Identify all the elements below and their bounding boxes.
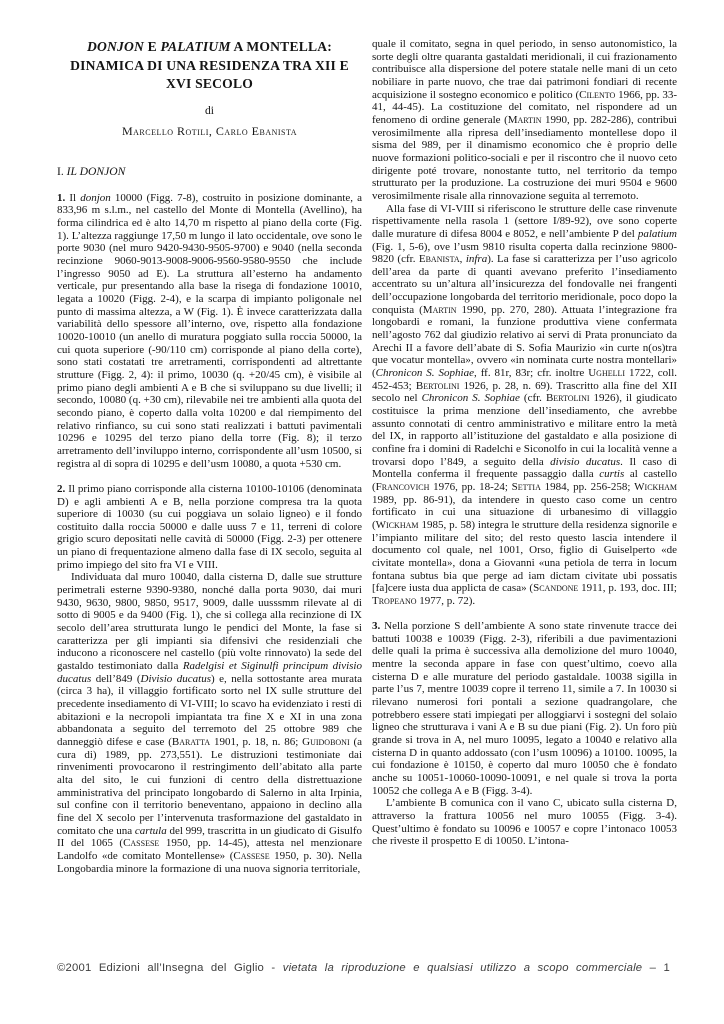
paragraph: 2. Il primo piano corrisponde alla cisterna 10100-10106 (denominata D) e agli ambienti A e B, nella porzione compresa tra la quota superiore di 10030 (su cui poggiava un solaio ligneo) e il fondo costituito dalla roccia 50000 e dalle uuss 7 e 11, terreni di colore grigio scuro depositati nelle cavità di 50000 (Figg. 2-3) per ottenere un piano di frequentazione almeno dalla fase di IX secolo, seguita al primo impiego del sito fra VI e VIII. — [57, 482, 362, 571]
page-content — [57, 38, 677, 961]
page-footer: ©2001 Edizioni all’Insegna del Giglio - vietata la riproduzione e qualsiasi utilizzo a scopo commerciale – 1 — [57, 962, 670, 974]
left-column — [57, 38, 362, 961]
page-title: DONJON E PALATIUM A MONTELLA: DINAMICA DI UNA RESIDENZA TRA XII E XVI SECOLO — [70, 39, 349, 92]
paragraph: Individuata dal muro 10040, dalla cisterna D, dalle sue strutture perimetrali esterne 9390-9380, nonché dalla porta 9030, dai muri 9430, 9630, 9800, 9850, 9517, 9009, dalle uusssmm rilevate al di sotto di 9005 e da 9400 (Fig. 1), che si collega alla recinzione di IX secolo dell’area strutturata lungo le pendici del Monte, la fase si caratterizza per gli impianti sia difensivi che residenziali che inducono a riconoscere nel castello (più volte rinnovato) la sede del gastaldo testimoniato dalla Radelgisi et Siginulfi principum divisio ducatus dell’849 (Divisio ducatus) e, nella sottostante area murata (circa 3 ha), il villaggio fortificato sorto nel IX sulle strutture del precedente insediamento di VI-VIII; lo scavo ha evidenziato i resti di abitazioni e la necropoli impiantata tra fine X e XI in una zona abbandonata a seguito del terremoto del 25 ottobre 989 che danneggiò difese e case (Baratta 1901, p. 18, n. 86; Guidoboni (a cura di) 1989, pp. 273,551). Le distruzioni testimoniate dai rinvenimenti provocarono il restringimento dell’abitato alla parte alta del sito, le cui funzioni di centro della distrettuazione amministrativa del principato longobardo di Salerno in alta Irpinia, sul confine con il territorio beneventano, appaiono in declino alla fine del X secolo per l’intervenuta trasformazione del gastaldato in comitato che una cartula del 999, trascritta in un giudicato di Gisulfo II del 1065 (Cassese 1950, pp. 14-45), attesta nel menzionare Landolfo «de comitato Montellense» (Cassese 1950, p. 30). Nella Longobardia minore la formazione di una nuova signoria territoriale, — [57, 571, 363, 875]
paragraph: 1. Il donjon 10000 (Figg. 7-8), costruito in posizione dominante, a 833,96 m s.l.m., nel castello del Monte di Montella (Avellino), ha forma cilindrica ed è alto 14,70 m rispetto al piano della corte (Fig. 1). L’altezza raggiunge 17,50 m lungo il lato occidentale, ove sono le porte 9030 (nel muro 9420-9430-9505-9700) e 9040 (nella seconda recinzione 9060-9013-9008-9006-9560-9580-9550 che include l’ingresso 9050 ad E). La struttura all’esterno ha andamento verticale, pur presentando alla base la risega di fondazione 10010, legata a 10020 (Figg. 2-4), e la scarpa di impianto poligonale nel punto di massima altezza, a W (Fig. 1). È invece caratterizzata dalla variabilità dello spessore all’interno, ove, rispetto alla fondazione 10020-10010 (un anello di muratura poggiato sulla roccia 50000, la cui quota superiore (-90/110 cm) corrisponde al piano della corte), sono stati costatati tre arretramenti, corrispondenti ad altrettante strutture (Figg. 2, 4): il primo, 10030 (q. +20/45 cm), è visibile al primo piano degli ambienti A e B che si sviluppano su due livelli; il secondo, 10080 (q. +30 cm), rilevabile nei tre ambienti alla quota del secondo piano, è coperto dalla volta 10200 e dal riempimento del relativo rinfianco, su cui sono stati realizzati i battuti pavimentali 10296 e 10295 del terzo piano della torre (Fig. 8); il terzo arretramento dell’inviluppo interno, corrispondente all’usm 10500, si registra al di sopra di 10295 e dell’usm 10080, a quota +530 cm. — [57, 191, 362, 470]
section-heading: I. IL DONJON — [57, 164, 126, 178]
paragraph: Alla fase di VI-VIII si riferiscono le strutture delle case rinvenute rispettivamente nella rasola 1 (settore I/89-92), ove sono coperte dalle murature di difesa 8004 e 8052, e nell’ambiente P del palatium (Fig. 1, 5-6), ove l’usm 9810 risulta coperta dalla recinzione 9800-9820 (cfr. Ebanista, infra). La fase si caratterizza per l’uso agricolo dell’area da parte di quanti avevano preferito l’insediamento accentrato su un’altura all’insicurezza del fondovalle nei frangenti dell’occupazione longobarda del territorio meridionale, poco dopo la conquista (Martin 1990, pp. 270, 280). Attuata l’integrazione fra longobardi e romani, la funzione produttiva viene confermata nell’agosto 762 dal giudizio relativo ai servi di Prata pronunciato da Arechi II a favore dell’abate di S. Sofia Maurizio «in curte n(os)tra que vocatur montella», ovvero «in nominata curte nostra montellari» (Chronicon S. Sophiae, ff. 81r, 83r; cfr. inoltre Ughelli 1722, coll. 452-453; Bertolini 1926, p. 28, n. 69). Trascritto alla fine del XII secolo nel Chronicon S. Sophiae (cfr. Bertolini 1926), il giudicato costituisce la prima menzione dell’insediamento, che avrebbe assunto connotati di centro amministrativo e militare entro la metà del IX, in rapporto all’istituzione del gastaldato e alla posizione di confine fra i domini di Radelchi e Siconolfo in cui la località venne a trovarsi dopo l’849, a seguito della divisio ducatus. Il caso di Montella conferma il frequente passaggio dalla curtis al castello (Francovich 1976, pp. 18-24; Settia 1984, pp. 256-258; Wickham 1989, pp. 86-91), da intendere in questo caso come un centro fortificato in cui una situazione di urbanesimo di villaggio (Wickham 1985, p. 58) integra le strutture della residenza signorile e l’impianto militare del sito; del resto questo lascia intendere il documento col quale, nel 1001, Orso, figlio di Guiselperto «de civitate montella», dona a Giovanni «una petiola de terra in locum fontana subtus bia que perge ad iam dictam civitate ubi possatis [fa]cere iusta dua applicta de casa» (Scandone 1911, p. 193, doc. III; Tropeano 1977, p. 72). — [372, 202, 677, 607]
paragraph: quale il comitato, segna in quel periodo, in senso autonomistico, la sorte degli oltre quaranta gastaldati meridionali, il cui frazionamento contribuisce alla dispersione del potere statale nelle mani di un ceto nobiliare in parte nuovo, che trae dai patrimoni fondiari di recente acquisizione il sostegno economico e politico (Cilento 1966, pp. 33-41, 44-45). La costituzione del comitato, nel rispondere ad un fenomeno di ordine generale (Martin 1990, pp. 282-286), contribuì verosimilmente alla ripresa dell’insediamento montellese dopo il sisma del 989, per il dinamismo economico che è proprio delle nuove formazioni politico-sociali e per il riscontro che il nuovo ceto dirigente poté trovare, nonostante tutto, nel territorio da tempo strutturato per la produzione. La costruzione dei muri 9504 e 9600 verosimilmente risale alla rinnovazione seguita al terremoto. — [372, 38, 677, 202]
paragraph: L’ambiente B comunica con il vano C, ubicato sulla cisterna D, attraverso la frattura 10056 nel muro 10055 (Figg. 3-4). Quest’ultimo è fondato su 10096 e 10057 e copre l’intonaco 10053 che riveste il prospetto E di 10050. L’intona- — [372, 797, 677, 848]
right-column — [372, 38, 677, 961]
paragraph: 3. Nella porzione S dell’ambiente A sono state rinvenute tracce dei battuti 10038 e 10039 (Figg. 2-3), riferibili a due pavimentazioni delle quali la prima è successiva alla demolizione del muro 10040, mentre la seconda appare in fase con quest’ultimo, coevo alla cisterna D e alle murature del periodo gastaldale. 10038 sigilla in parte l’us 7, mentre 10039 copre il terreno 11, simile a 7. In 10030 si rilevano numerosi fori pontali a sezione quadrangolare, che potrebbero essere stati impiegati per alloggiarvi i sostegni del solaio ligneo che strutturava i vani A e B su due piani (Fig. 2). Un foro più grande si trova in A, nel muro 10095, legato a 10040 e relativo alla cisterna D in quanto addossato (con l’usm 10096) a 10100. 10095, la cui fondazione è 10150, è coperto dal muro 10050 che è fondato anche su 10051-10060-10090-10091, e nel quale si trova la porta 10052 che collega A e B (Figg. 3-4). — [372, 620, 677, 797]
left-column-text — [57, 192, 362, 875]
byline: di — [204, 103, 215, 117]
right-column-text — [372, 38, 677, 848]
authors: Marcello Rotili, Carlo Ebanista — [121, 123, 298, 138]
